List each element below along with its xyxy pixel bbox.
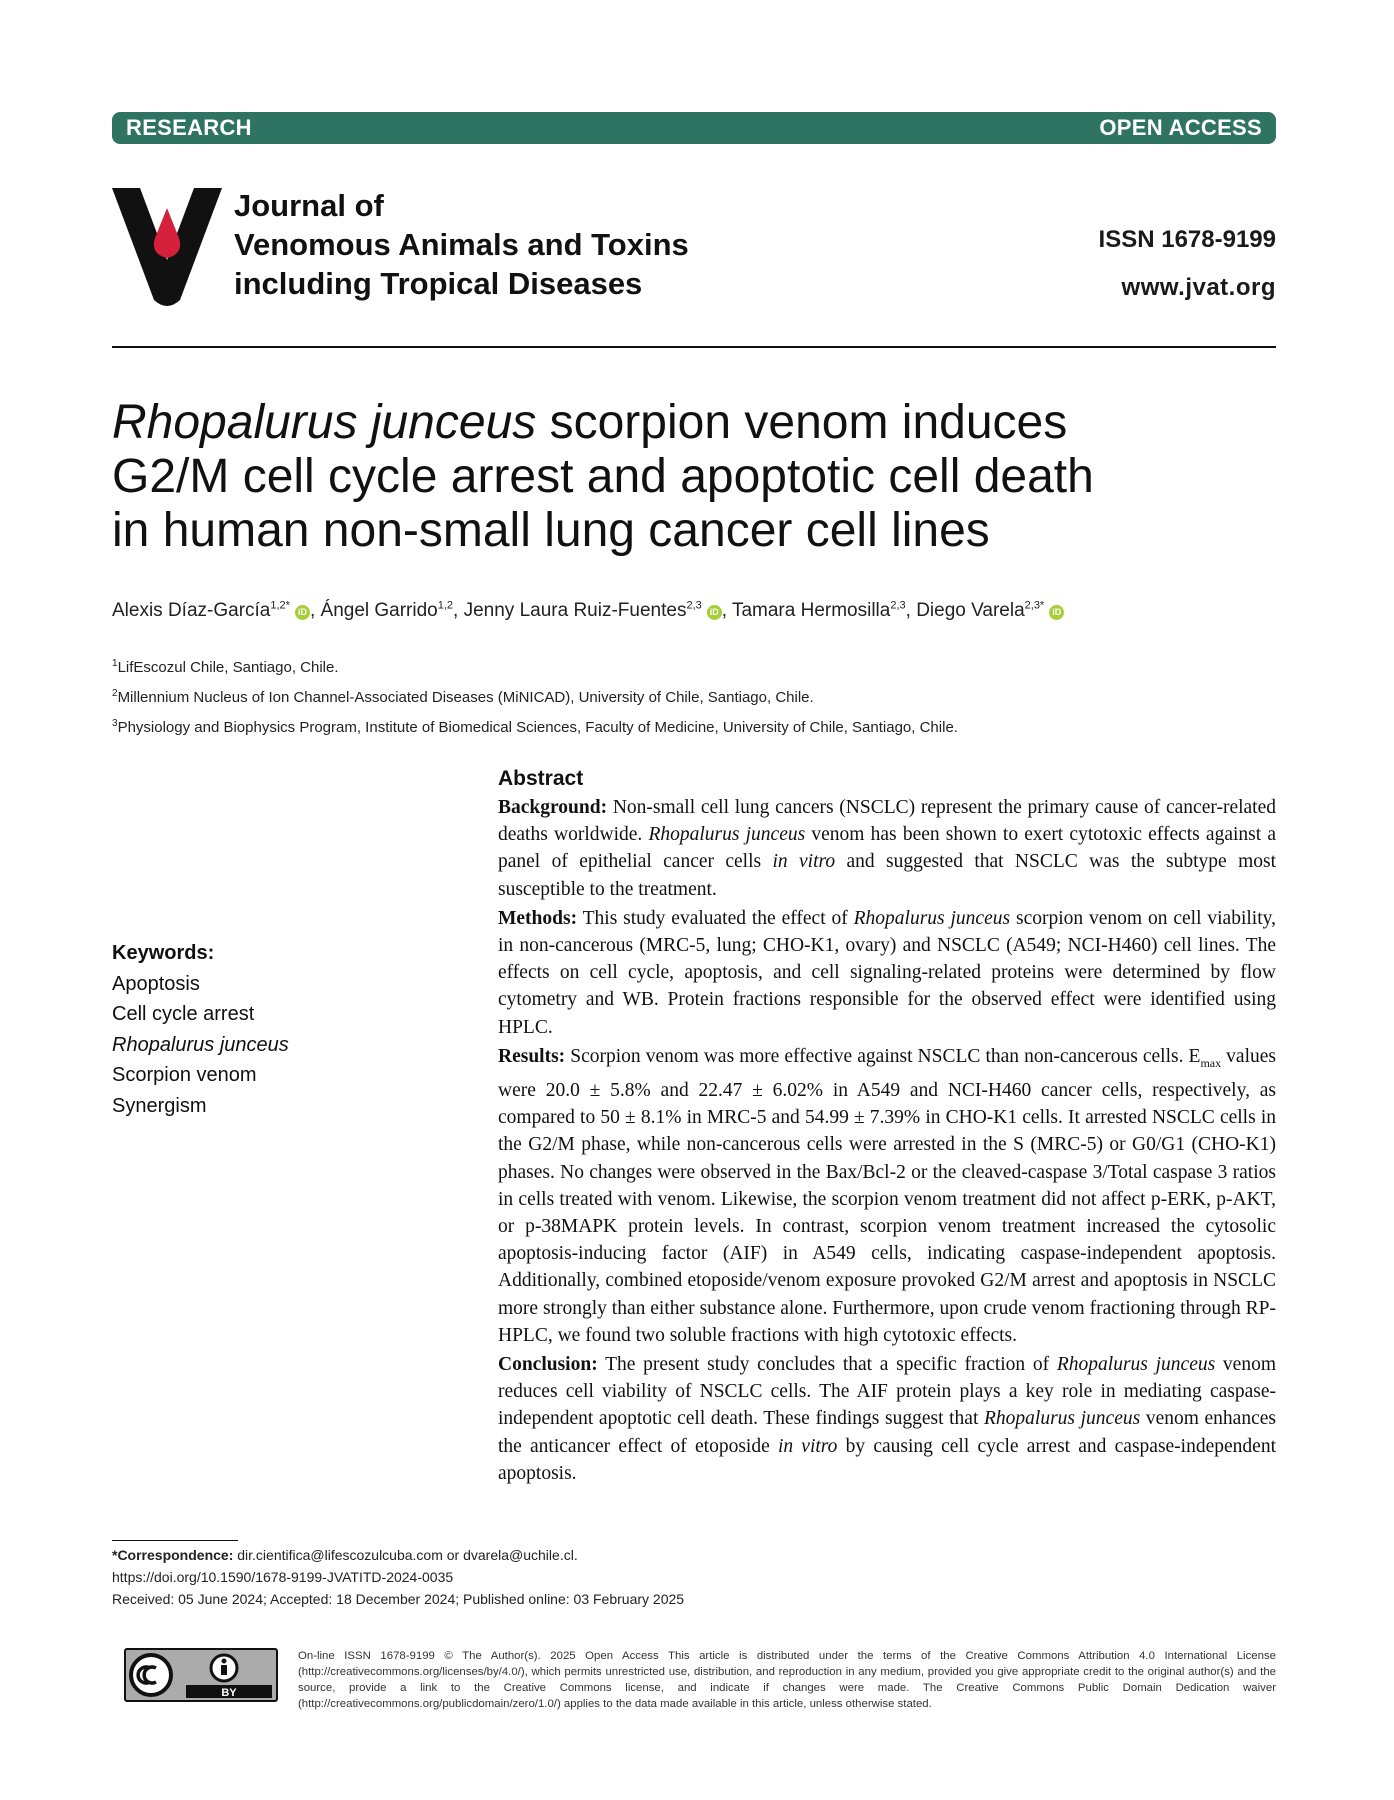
- license-text: On-line ISSN 1678-9199 © The Author(s). 2025 Open Access This article is distributed under the terms of the Creative Commons Attribution 4.0 International License (http://creativecommons.org/licenses/by/4.0/), which permits unrestricted use, distribution, and reproduction in any medium, provided you give appropriate credit to the original author(s) and the source, provide a link to the Creative Commons license, and indicate if changes were made. The Creative Commons Public Domain Dedication waiver (http://creativecommons.org/publicdomain/zero/1.0/) applies to the data made available in this article, unless otherwise stated.: [298, 1650, 1276, 1710]
- journal-name-line3: including Tropical Diseases: [234, 266, 643, 301]
- keyword: Synergism: [112, 1094, 207, 1117]
- author: Tamara Hermosilla$^{2,3}$,: [731, 600, 917, 622]
- cc-by-license-icon[interactable]: [124, 1648, 278, 1702]
- keyword: Rhopalurus junceus: [112, 1033, 289, 1056]
- header-banner: [112, 112, 1276, 144]
- correspondence: *Correspondence: dir.cientifica@lifescozulcuba.com or dvarela@uchile.cl.: [112, 1547, 578, 1563]
- author-list: [112, 600, 1064, 622]
- header-divider: [112, 346, 1276, 348]
- journal-logo-icon: [112, 188, 222, 306]
- abstract-conclusion: Conclusion: The present study concludes that a specific fraction of Rhopalurus junceus venom reduces cell viability of NSCLC cells. The AIF protein plays a key role in mediating caspase-independent apoptotic cell death. These findings suggest that Rhopalurus junceus venom enhances the anticancer effect of etoposide in vitro by causing cell cycle arrest and caspase-independent apoptosis.: [498, 1353, 1277, 1484]
- orcid-icon[interactable]: iD: [295, 605, 310, 620]
- abstract: [498, 764, 1276, 1489]
- journal-name-line2: Venomous Animals and Toxins: [234, 227, 689, 262]
- author: Ángel Garrido$^{1,2}$,: [320, 600, 464, 622]
- publication-dates: Received: 05 June 2024; Accepted: 18 December 2024; Published online: 03 February 2025: [112, 1591, 685, 1607]
- abstract-heading: Abstract: [498, 767, 584, 790]
- keywords: [112, 938, 289, 1121]
- orcid-icon[interactable]: iD: [707, 605, 722, 620]
- abstract-results: Results: Scorpion venom was more effective against NSCLC than non-cancerous cells. $E_{max}$ values were 20.0 ± 5.8% and 22.47 ± 6.02% in A549 and NCI-H460 cancer cells, respectively, as compared to 50 ± 8.1% in MRC-5 and 54.99 ± 7.39% in CHO-K1 cells. It arrested NSCLC cells in the G2/M phase, while non-cancerous cells were arrested in the S (MRC-5) or G0/G1 (CHO-K1) phases. No changes were observed in the Bax/Bcl-2 or the cleaved-caspase 3/Total caspase 3 ratios in cells treated with venom. Likewise, the scorpion venom treatment did not affect p-ERK, p-AKT, or p-38MAPK protein levels. In contrast, scorpion venom treatment increased the cytosolic apoptosis-inducing factor (AIF) in A549 cells, indicating caspase-independent apoptosis. Additionally, combined etoposide/venom exposure provoked G2/M arrest and apoptosis in NSCLC more strongly than either substance alone. Furthermore, upon crude venom fractioning through RP-HPLC, we found two soluble fractions with high cytotoxic effects.: [498, 1045, 1276, 1346]
- abstract-background: Background: Non-small cell lung cancers (NSCLC) represent the primary cause of cancer-related deaths worldwide. Rhopalurus junceus venom has been shown to exert cytotoxic effects against a panel of epithelial cancer cells in vitro and suggested that NSCLC was the subtype most susceptible to the treatment.: [498, 797, 1277, 900]
- footnote-divider: [112, 1540, 238, 1541]
- author: Alexis Díaz-García$^{1,2*}$iD ,: [112, 600, 321, 622]
- article-footer: [112, 1544, 684, 1610]
- keyword: Scorpion venom: [112, 1064, 257, 1086]
- title-line1-rest: scorpion venom induces: [536, 396, 1068, 449]
- research-label: RESEARCH: [126, 115, 252, 140]
- author: Diego Varela$^{2,3*}$iD: [916, 600, 1064, 621]
- orcid-icon[interactable]: iD: [1049, 605, 1064, 620]
- cc-by-graphic: [126, 1650, 276, 1700]
- affiliation: $^2$Millennium Nucleus of Ion Channel-Associated Diseases (MiNICAD), University of Chile, Santiago, Chile.: [112, 688, 814, 706]
- affiliation: $^3$Physiology and Biophysics Program, Institute of Biomedical Sciences, Faculty of Medicine, University of Chile, Santiago, Chile.: [112, 718, 958, 736]
- title-line1: [112, 396, 1272, 450]
- open-access-label: OPEN ACCESS: [1099, 115, 1262, 140]
- keyword: Cell cycle arrest: [112, 1003, 255, 1025]
- keywords-heading: Keywords:: [112, 942, 215, 964]
- journal-name-line1: Journal of: [234, 188, 384, 223]
- abstract-methods: Methods: This study evaluated the effect of Rhopalurus junceus scorpion venom on cell viability, in non-cancerous (MRC-5, lung; CHO-K1, ovary) and NSCLC (A549; NCI-H460) cell lines. The effects on cell cycle, apoptosis, and cell signaling-related proteins were determined by flow cytometry and WB. Protein fractions responsible for the observed effect were identified using HPLC.: [498, 907, 1276, 1038]
- journal-name: [234, 186, 689, 303]
- title-species: Rhopalurus junceus: [112, 396, 537, 449]
- issn: ISSN 1678-9199: [1098, 226, 1276, 253]
- doi-link[interactable]: https://doi.org/10.1590/1678-9199-JVATITD-2024-0035: [112, 1569, 454, 1585]
- author: Jenny Laura Ruiz-Fuentes$^{2,3}$iD ,: [463, 600, 732, 622]
- keyword: Apoptosis: [112, 972, 200, 995]
- title-line3: in human non-small lung cancer cell lines: [112, 504, 990, 557]
- title-line2: G2/M cell cycle arrest and apoptotic cell death: [112, 450, 1094, 503]
- journal-website-link[interactable]: www.jvat.org: [1121, 274, 1276, 301]
- cc-by-label: BY: [221, 1687, 237, 1699]
- article-title: [112, 396, 1272, 558]
- affiliations: [112, 651, 958, 741]
- affiliation: $^1$LifEscozul Chile, Santiago, Chile.: [112, 658, 339, 676]
